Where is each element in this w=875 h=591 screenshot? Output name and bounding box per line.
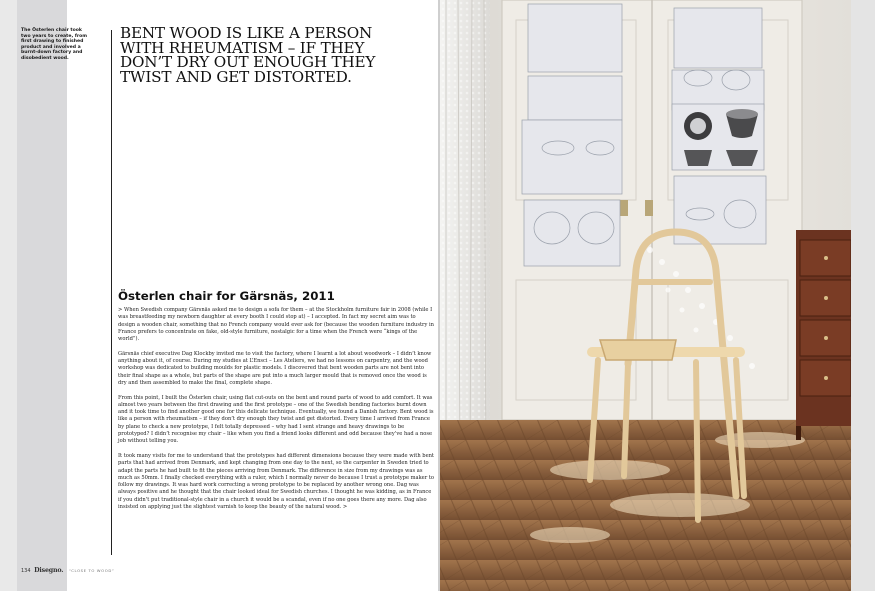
paragraph: Gärsnäs chief executive Dag Klockby invited me to visit the factory, where I learnt a lot about woodwork – I didn’t know anything about it, of course. During my studies at L’Ensci – Les Ateliers, we had no lessons on carpentry, and the wood workshop was dedicated to building moulds for plastic models. I discovered that bent wooden parts are not bent into their final shape as a whole, but parts of the shape are put into a much larger mould that is removed once the wood is dry and then assembled to make the final, complete shape. (118, 350, 432, 386)
paragraph: From this point, I built the Österlen chair, using flat cut-outs on the bent and round parts of wood to add comfort. It was almost two years between the first drawing and the first prototype – one of the Swedish bending factories burnt down and it took time to find another good one for this delicate technique. Eventually, we found a Danish factory. Bent wood is like a person with rheumatism – if they don’t dry enough they twist and get distorted. Every time I arrived from France by plane to check a new prototype, I felt totally depressed – why had I sent strange and heavy drawings to be prototyped? I didn’t recognise my chair – like when you find a friend looks different and odd because they’ve had a nose job without telling you. (118, 394, 434, 445)
page-number: 134 (21, 568, 31, 574)
article-body (118, 307, 434, 519)
vertical-rule (111, 30, 112, 555)
article-title: Österlen chair for Gärsnäs, 2011 (118, 289, 335, 303)
left-margin-band (17, 0, 67, 591)
image-caption: The Österlen chair took two years to create, from first drawing to finished product and involved a burnt-down factory and disobedient wood. (21, 28, 88, 61)
folio (21, 567, 114, 574)
left-page (17, 0, 438, 591)
wooden-chair-in-room-photo (440, 0, 851, 591)
paragraph: > When Swedish company Gärsnäs asked me to design a sofa for them – at the Stockholm furniture fair in 2008 (while I was breastfeeding my newborn daughter at every booth I could stop at) – I accepted. In fact my secret aim was to design a wooden chair, something that no French company would ever ask for (because the wooden furniture industry in France prefers to concentrate on fake, old-style furniture, nostalgic for a time when the French were “kings of the world”). (118, 307, 434, 343)
sheer-curtain (440, 0, 490, 470)
chest-of-drawers (796, 230, 851, 440)
pull-quote: BENT WOOD IS LIKE A PERSON WITH RHEUMATISM – IF THEY DON’T DRY OUT ENOUGH THEY TWIST AND GET DISTORTED. (120, 24, 376, 86)
section-label: “CLOSE TO WOOD” (68, 568, 115, 573)
next-page-edge (851, 0, 875, 591)
paragraph: It took many visits for me to understand that the prototypes had different dimensions because they were made with bent parts that had arrived from Denmark, and kept changing from one day to the next, so the carpenter in Sweden tried to adapt the parts he had built to fit the pieces arriving from Denmark. The difference in size from my drawings was as much as 50mm. I finally checked everything with a ruler, which I normally never do because I trust a prototype maker to follow my drawings. It was hard work correcting a wrong prototype to be replaced by another wrong one. Dag was always positive and he thought that the chair looked ideal for Swedish churches. I thought he was kidding, as in France if you didn’t put traditional-style chair in a church it would be a scandal, even if no one goes there any more. Dag also insisted on applying just the slightest varnish to keep the beauty of the natural wood. > (118, 452, 434, 511)
magazine-name: Disegno. (34, 567, 64, 574)
